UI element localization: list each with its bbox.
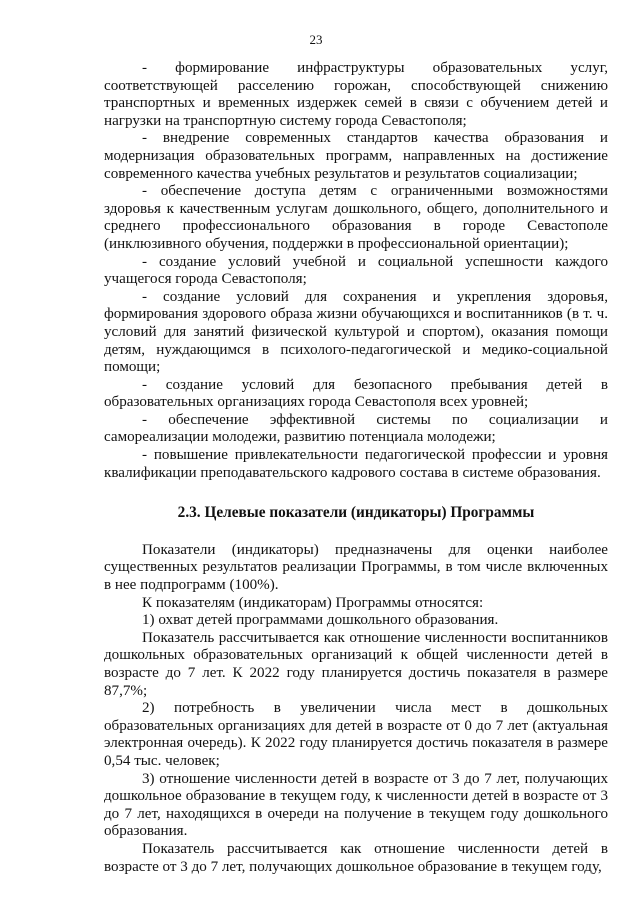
list-item: - создание условий для безопасного пребывания детей в образовательных организациях города Севастополя всех уровней; [104, 376, 608, 411]
paragraph: К показателям (индикаторам) Программы относятся: [142, 594, 484, 611]
list-item: - создание условий учебной и социальной успешности каждого учащегося города Севастополя; [104, 253, 608, 288]
page-number: 23 [309, 32, 323, 47]
paragraph: Показатели (индикаторы) предназначены для оценки наиболее существенных результатов реализации Программы, в том числе включенных в нее подпрограмм (100%). [104, 541, 608, 594]
document-body [104, 60, 608, 876]
list-item: - создание условий для сохранения и укрепления здоровья, формирования здорового образа жизни обучающихся и воспитанников (в т. ч. условий для занятий физической культурой и спортом), оказания помощи детям, нуждающимся в психолого-педагогической и медико-социальной помощи; [104, 288, 608, 376]
list-item: - формирование инфраструктуры образовательных услуг, соответствующей расселению горожан, способствующей снижению транспортных и временных издержек семей в связи с обучением детей и нагрузки на транспортную систему города Севастополя; [104, 60, 608, 129]
section-heading: 2.3. Целевые показатели (индикаторы) Программы [177, 504, 535, 522]
list-item: - обеспечение эффективной системы по социализации и самореализации молодежи, развитию потенциала молодежи; [104, 411, 608, 446]
list-item: - повышение привлекательности педагогической профессии и уровня квалификации преподавательского кадрового состава в системе образования. [104, 447, 608, 481]
paragraph: 3) отношение численности детей в возрасте от 3 до 7 лет, получающих дошкольное образование в текущем году, к численности детей в возрасте от 3 до 7 лет, находящихся в очереди на получение в текущем году дошкольного образования. [104, 770, 608, 840]
paragraph: Показатель рассчитывается как отношение численности воспитанников дошкольных образовательных организаций к общей численности детей в возрасте до 7 лет. К 2022 году планируется достичь показателя в размере 87,7%; [104, 629, 608, 699]
list-item: - внедрение современных стандартов качества образования и модернизация образовательных программ, направленных на достижение современного качества учебных результатов и результатов социализации; [104, 130, 608, 182]
list-item: - обеспечение доступа детям с ограниченными возможностями здоровья к качественным услугам дошкольного, общего, дополнительного и среднего профессионального образования в городе Севастополе (инклюзивного обучения, поддержки в профессиональной ориентации); [104, 183, 608, 252]
paragraph: Показатель рассчитывается как отношение численности детей в возрасте от 3 до 7 лет, получающих дошкольное образование в текущем году, [104, 840, 608, 875]
paragraph: 1) охват детей программами дошкольного образования. [142, 612, 499, 629]
paragraph: 2) потребность в увеличении числа мест в дошкольных образовательных организациях для детей в возрасте от 0 до 7 лет (актуальная электронная очередь). К 2022 году планируется достичь показателя в размере 0,54 тыс. человек; [104, 700, 608, 769]
